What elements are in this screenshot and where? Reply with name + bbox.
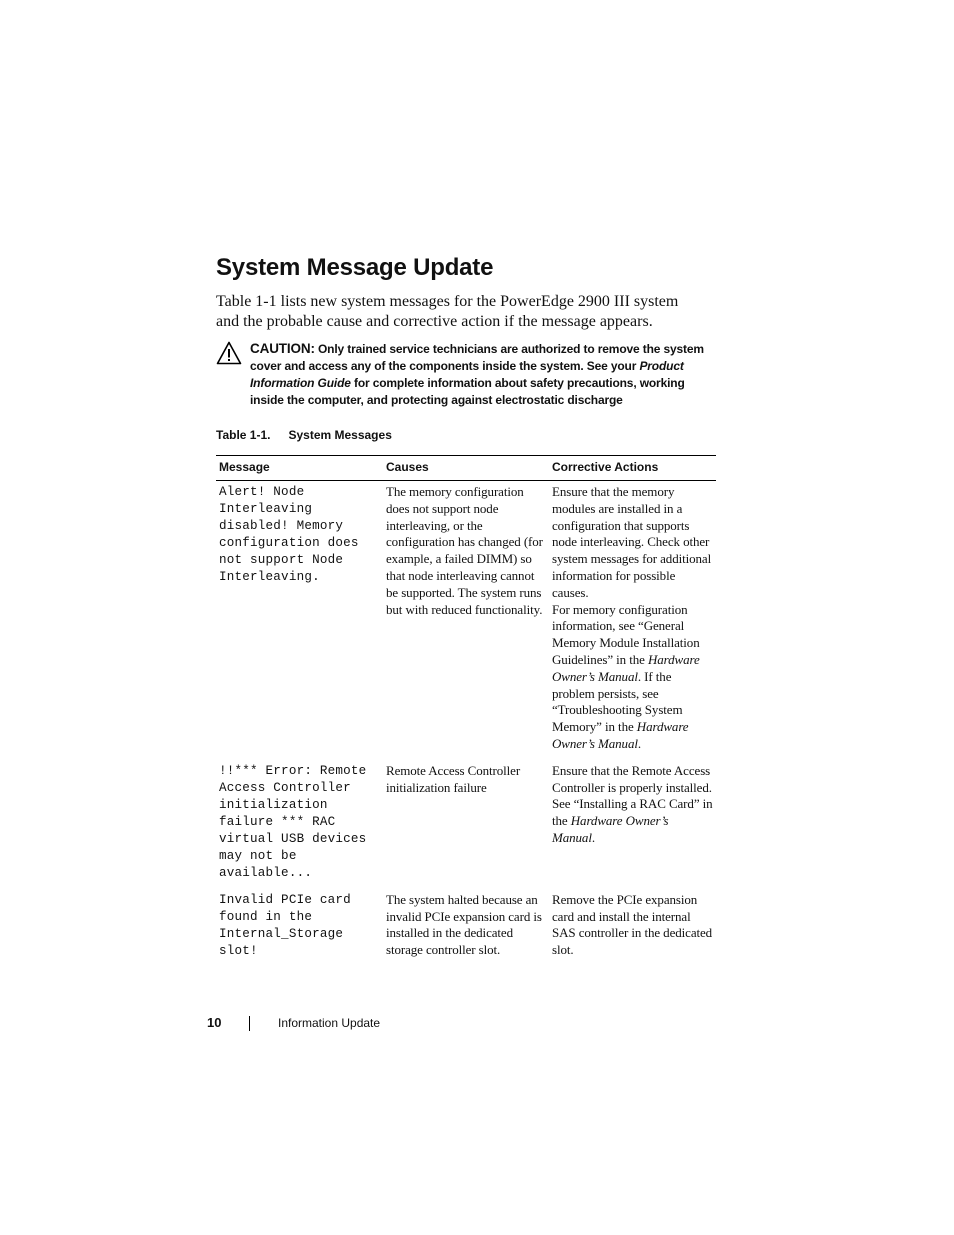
- caution-guide-reference: Product Information Guide: [250, 359, 684, 390]
- action-cell: Remove the PCIe expansion card and install the internal SAS controller in the dedicated slot.: [552, 891, 713, 958]
- page-title: System Message Update: [216, 254, 494, 281]
- message-cell: Invalid PCIe card found in the Internal_Storage slot!: [219, 892, 351, 958]
- footer-section-title: Information Update: [278, 1016, 381, 1030]
- table-row: [216, 481, 716, 760]
- caution-label: CAUTION:: [250, 341, 315, 356]
- intro-paragraph: Table 1-1 lists new system messages for the PowerEdge 2900 III system and the probable cause and corrective action if the message appears.: [216, 293, 679, 330]
- header-corrective-actions: Corrective Actions: [549, 456, 716, 481]
- table-header-row: [216, 456, 716, 481]
- header-causes: Causes: [383, 456, 549, 481]
- cause-cell: The system halted because an invalid PCIe expansion card is installed in the dedicated storage controller slot.: [386, 891, 542, 958]
- table-caption: [216, 428, 392, 442]
- action-text: Ensure that the Remote Access Controller is properly installed. See “Installing a RAC Card” in the: [552, 762, 713, 829]
- manual-reference: Hardware Owner’s Manual: [552, 719, 689, 751]
- footer-divider: [249, 1016, 250, 1031]
- message-cell: Alert! Node Interleaving disabled! Memory configuration does not support Node Interleaving.: [219, 485, 359, 584]
- action-paragraph: [552, 602, 713, 753]
- cause-cell: The memory configuration does not support node interleaving, or the configuration has changed (for example, a failed DIMM) so that node interleaving cannot be supported. The system runs but with reduced functionality.: [386, 484, 543, 617]
- manual-reference: Hardware Owner’s Manual: [552, 651, 700, 684]
- action-text: For memory configuration information, see “General Memory Module Installation Guidelines” in the: [552, 601, 700, 667]
- table-row: [216, 889, 716, 967]
- table-caption-title: System Messages: [288, 428, 392, 442]
- system-messages-table: [216, 455, 716, 967]
- cause-cell: Remote Access Controller initialization failure: [386, 762, 521, 795]
- action-text: .: [591, 829, 595, 845]
- page-footer: [207, 1015, 381, 1030]
- page-number: 10: [207, 1015, 222, 1030]
- table-row: [216, 760, 716, 889]
- table-caption-number: Table 1-1.: [216, 428, 271, 442]
- manual-reference: Hardware Owner’s Manual: [552, 813, 669, 845]
- action-paragraph: Ensure that the memory modules are installed in a configuration that supports node interleaving. Check other system messages for additional information for possible causes.: [552, 484, 712, 600]
- caution-text-part2: for complete information about safety precautions, working inside the computer, and protecting against electrostatic discharge: [250, 376, 685, 407]
- warning-triangle-icon: [216, 341, 242, 365]
- action-text: . If the problem persists, see “Troubleshooting System Memory” in the: [552, 668, 683, 735]
- action-text: .: [637, 735, 642, 751]
- action-cell: [549, 760, 716, 889]
- caution-text-part1: Only trained service technicians are authorized to remove the system cover and access any of the components inside the system. See your: [250, 342, 704, 373]
- message-cell: !!*** Error: Remote Access Controller initialization failure *** RAC virtual USB devices may not be available...: [219, 763, 367, 880]
- action-cell: [549, 481, 716, 760]
- caution-text: [250, 340, 720, 409]
- header-message: Message: [216, 456, 383, 481]
